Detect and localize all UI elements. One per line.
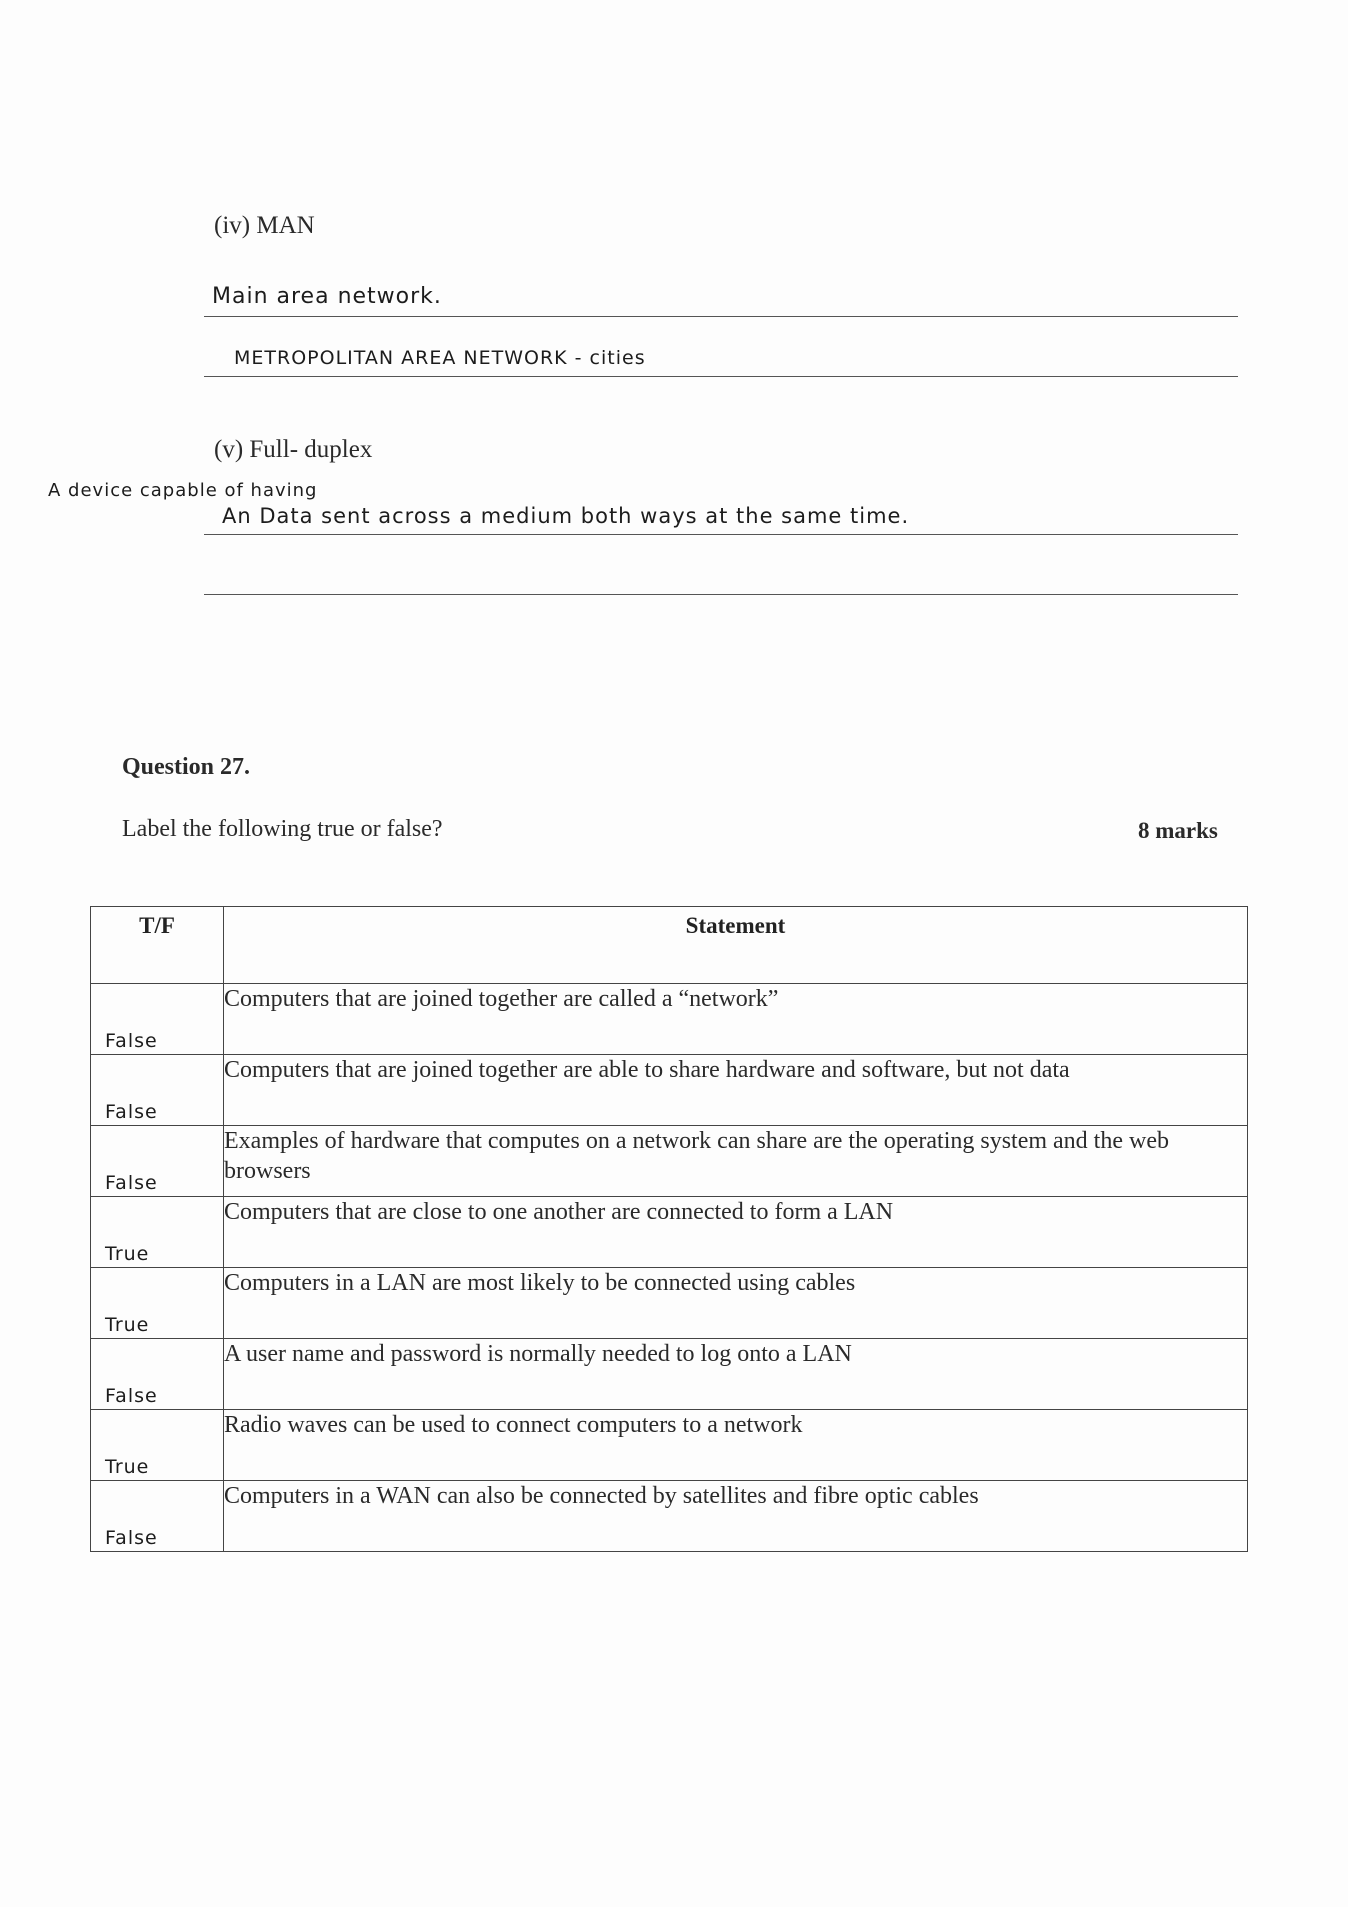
- answer-line: [204, 534, 1238, 535]
- tf-cell[interactable]: [91, 1339, 224, 1410]
- tf-cell[interactable]: [91, 1126, 224, 1197]
- tf-answer: False: [105, 1030, 158, 1052]
- table-header-row: [91, 907, 1248, 984]
- statement-cell: Computers that are joined together are called a “network”: [224, 984, 1248, 1055]
- part-iv-answer-2: METROPOLITAN AREA NETWORK - cities: [234, 347, 646, 369]
- question-marks: 8 marks: [1138, 818, 1218, 843]
- table-row: [91, 1268, 1248, 1339]
- statement-cell: Computers that are close to one another are connected to form a LAN: [224, 1197, 1248, 1268]
- question-title: Question 27.: [122, 754, 251, 780]
- table-row: [91, 1339, 1248, 1410]
- table-row: [91, 1055, 1248, 1126]
- tf-cell[interactable]: [91, 1268, 224, 1339]
- answer-line: [204, 316, 1238, 317]
- tf-answer: False: [105, 1385, 158, 1407]
- tf-cell[interactable]: [91, 1481, 224, 1552]
- part-v-label: (v) Full- duplex: [214, 436, 373, 463]
- tf-cell[interactable]: [91, 984, 224, 1055]
- tf-cell[interactable]: [91, 1410, 224, 1481]
- part-iv-label: (iv) MAN: [214, 212, 315, 239]
- header-tf: T/F: [91, 907, 224, 984]
- part-iv-answer-1: Main area network.: [212, 284, 442, 309]
- tf-answer: False: [105, 1172, 158, 1194]
- statement-cell: Radio waves can be used to connect computers to a network: [224, 1410, 1248, 1481]
- tf-cell[interactable]: [91, 1197, 224, 1268]
- statement-cell: Examples of hardware that computes on a network can share are the operating system and the web browsers: [224, 1126, 1248, 1197]
- tf-cell[interactable]: [91, 1055, 224, 1126]
- part-v-answer-1: An Data sent across a medium both ways at the same time.: [222, 504, 910, 528]
- table-row: [91, 1481, 1248, 1552]
- statement-cell: Computers in a WAN can also be connected by satellites and fibre optic cables: [224, 1481, 1248, 1552]
- header-statement: Statement: [224, 907, 1248, 984]
- answer-line: [204, 376, 1238, 377]
- tf-answer: False: [105, 1101, 158, 1123]
- tf-answer: True: [105, 1314, 150, 1336]
- tf-answer: True: [105, 1243, 150, 1265]
- tf-answer: True: [105, 1456, 150, 1478]
- answer-line: [204, 594, 1238, 595]
- true-false-table: [90, 906, 1248, 1552]
- statement-cell: A user name and password is normally needed to log onto a LAN: [224, 1339, 1248, 1410]
- margin-note: A device capable of having: [48, 480, 318, 501]
- question-instruction: Label the following true or false?: [122, 816, 443, 842]
- table-row: [91, 984, 1248, 1055]
- table-row: [91, 1197, 1248, 1268]
- table-row: [91, 1410, 1248, 1481]
- table-row: [91, 1126, 1248, 1197]
- statement-cell: Computers in a LAN are most likely to be connected using cables: [224, 1268, 1248, 1339]
- tf-answer: False: [105, 1527, 158, 1549]
- statement-cell: Computers that are joined together are able to share hardware and software, but not data: [224, 1055, 1248, 1126]
